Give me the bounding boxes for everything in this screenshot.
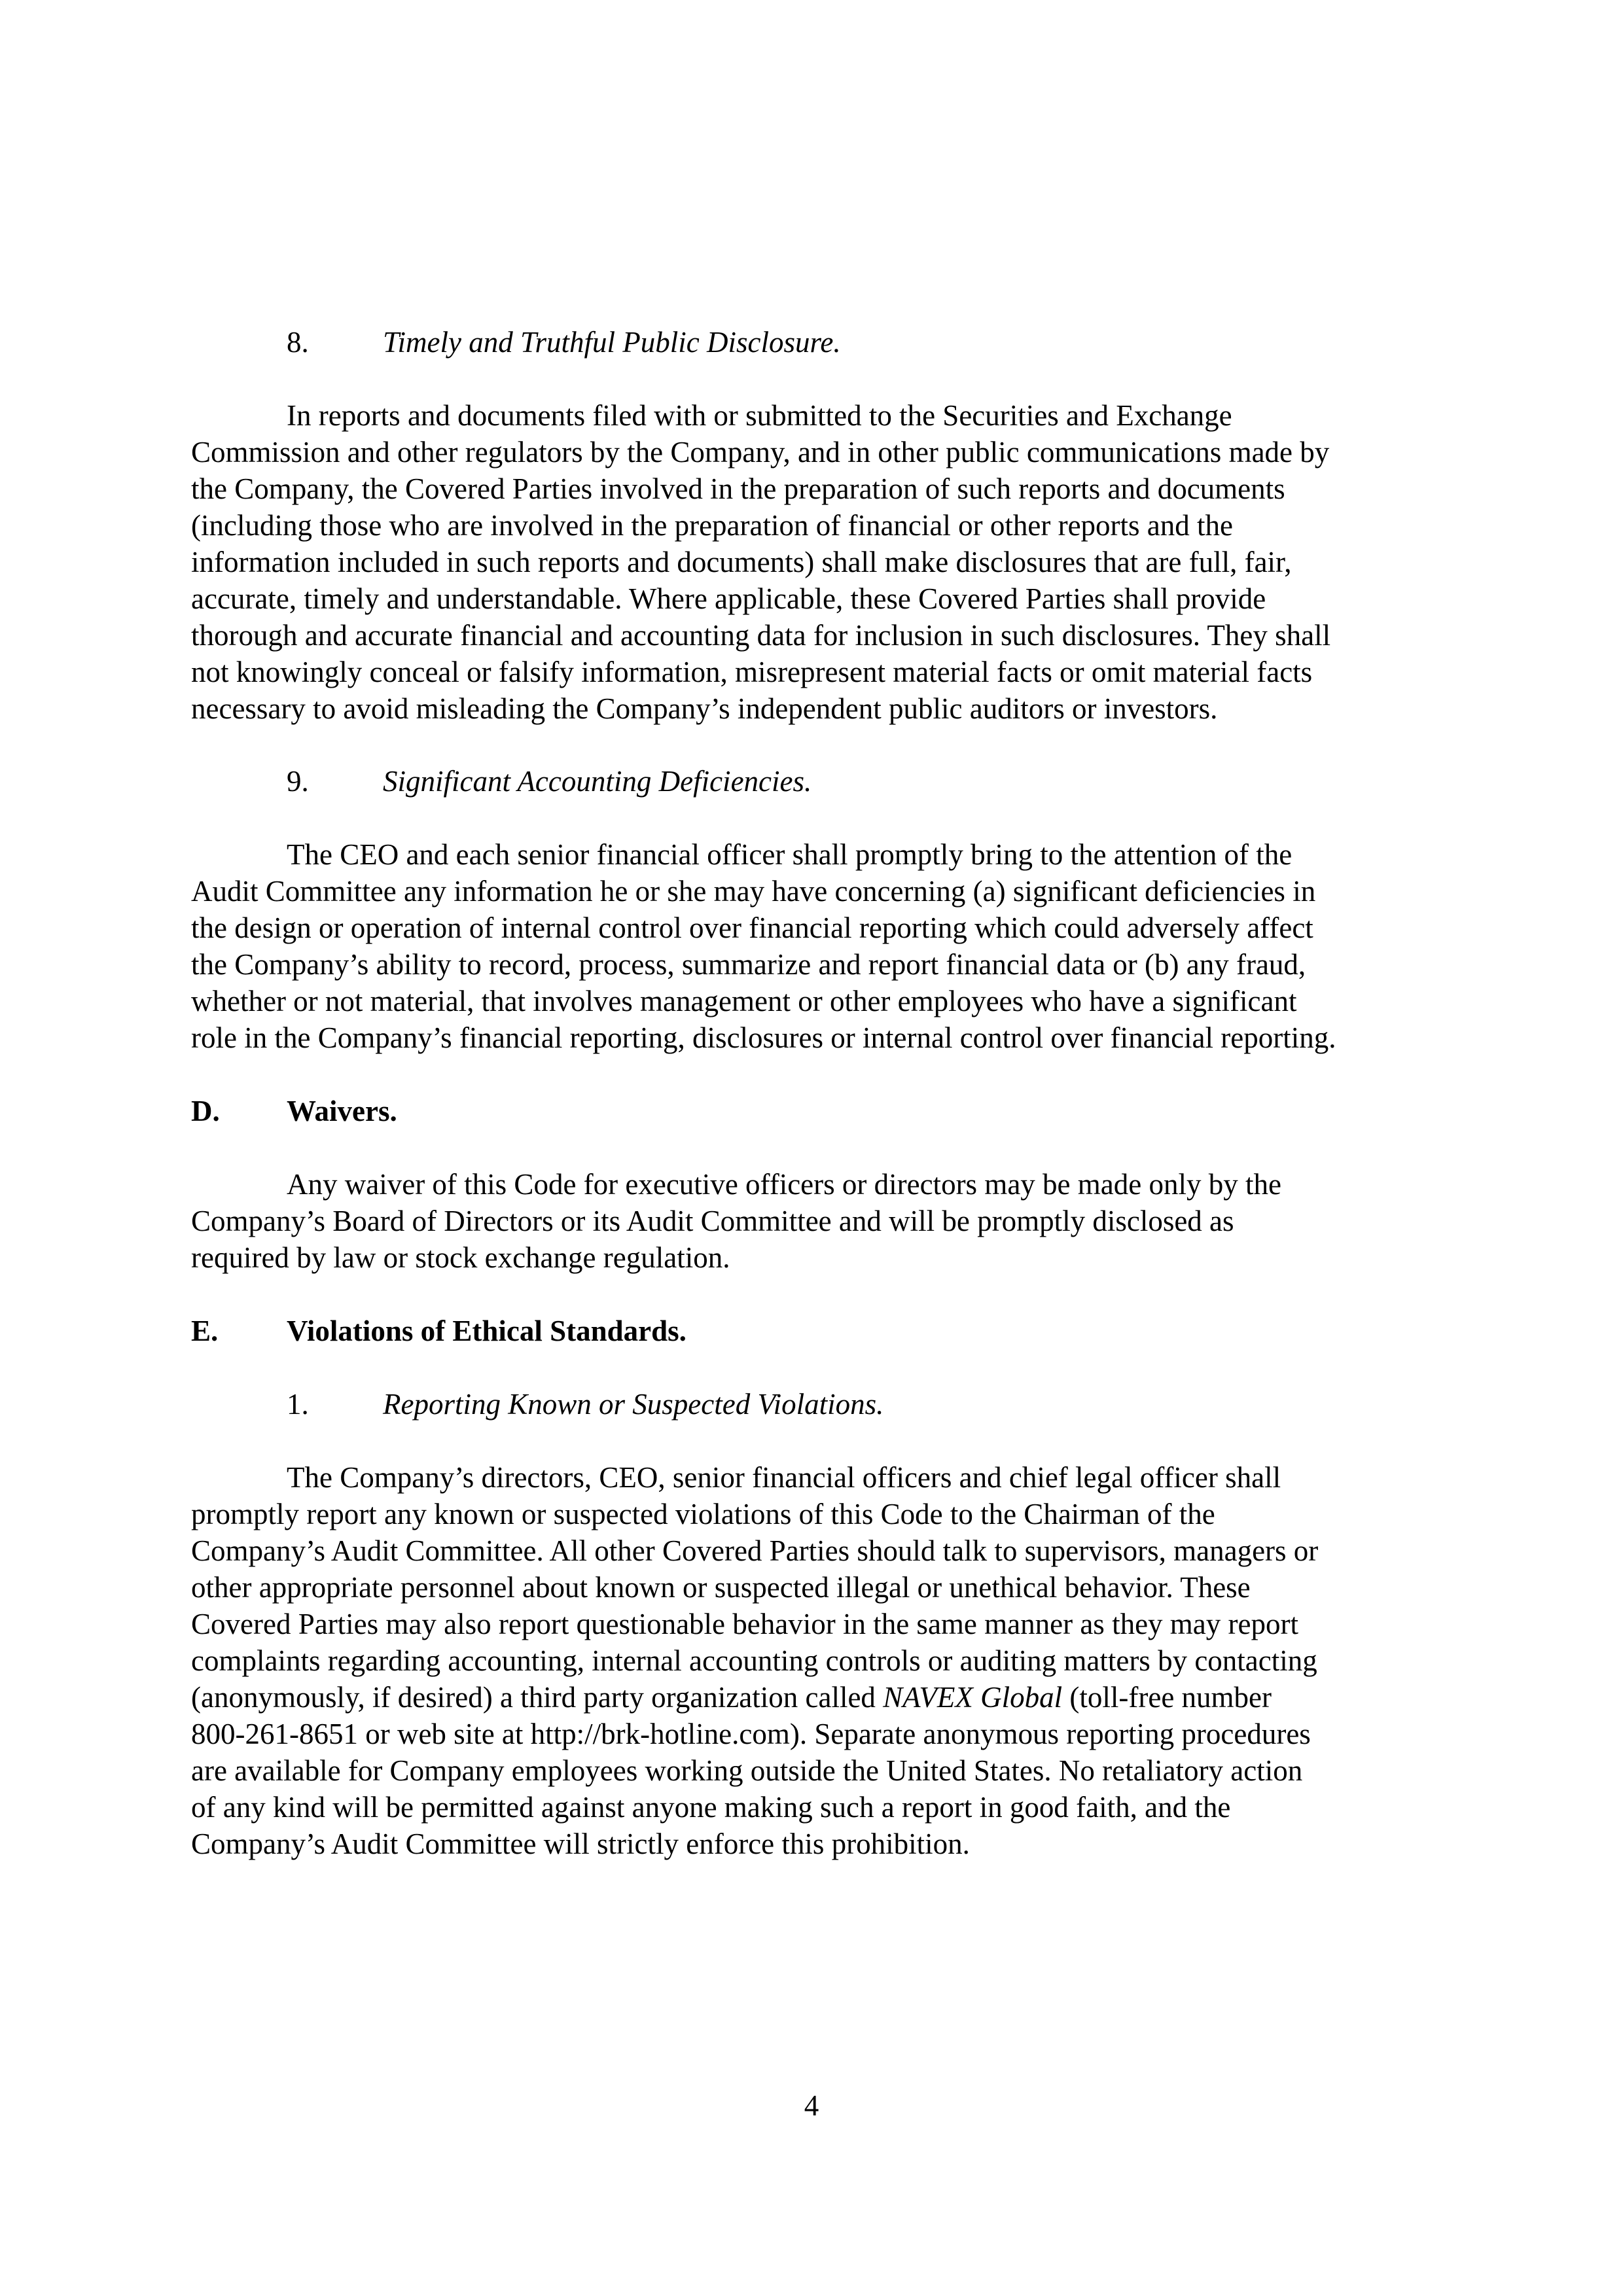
- paragraph-line: thorough and accurate financial and accounting data for inclusion in such disclosures. They shall: [191, 619, 1331, 652]
- paragraph-line: 800-261-8651 or web site at http://brk-hotline.com). Separate anonymous reporting procedures: [191, 1718, 1311, 1750]
- section-d-title: Waivers.: [287, 1095, 397, 1127]
- paragraph-line: Company’s Audit Committee. All other Covered Parties should talk to supervisors, managers or: [191, 1534, 1319, 1567]
- paragraph-line: promptly report any known or suspected violations of this Code to the Chairman of the: [191, 1498, 1215, 1530]
- paragraph-line: of any kind will be permitted against anyone making such a report in good faith, and the: [191, 1791, 1231, 1824]
- paragraph-line: accurate, timely and understandable. Where applicable, these Covered Parties shall provide: [191, 582, 1266, 615]
- paragraph-line: Company’s Audit Committee will strictly enforce this prohibition.: [191, 1828, 970, 1860]
- section-9-number: 9.: [287, 765, 309, 798]
- paragraph-line: the Company, the Covered Parties involved in the preparation of such reports and documents: [191, 472, 1285, 505]
- paragraph-line: role in the Company’s financial reporting, disclosures or internal control over financial reporting.: [191, 1021, 1336, 1054]
- section-8-number: 8.: [287, 326, 309, 359]
- page-number: 4: [804, 2089, 819, 2122]
- section-e1-number: 1.: [287, 1388, 309, 1421]
- section-8-title: Timely and Truthful Public Disclosure.: [383, 326, 841, 359]
- paragraph-line: necessary to avoid misleading the Company’s independent public auditors or investors.: [191, 692, 1218, 725]
- paragraph-line: the Company’s ability to record, process, summarize and report financial data or (b) any fraud,: [191, 948, 1306, 981]
- section-e1-title: Reporting Known or Suspected Violations.: [383, 1388, 884, 1421]
- paragraph-line: are available for Company employees working outside the United States. No retaliatory action: [191, 1754, 1303, 1787]
- paragraph-line: The CEO and each senior financial officer shall promptly bring to the attention of the: [287, 838, 1293, 871]
- paragraph-line: the design or operation of internal control over financial reporting which could adversely affect: [191, 911, 1313, 944]
- paragraph-line: other appropriate personnel about known or suspected illegal or unethical behavior. These: [191, 1571, 1251, 1604]
- paragraph-line: [191, 1679, 1272, 1716]
- paragraph-line: Company’s Board of Directors or its Audit Committee and will be promptly disclosed as: [191, 1205, 1234, 1237]
- paragraph-line: Commission and other regulators by the Company, and in other public communications made by: [191, 436, 1330, 468]
- paragraph-line: complaints regarding accounting, internal accounting controls or auditing matters by contacting: [191, 1644, 1317, 1677]
- organization-name: NAVEX Global: [883, 1681, 1063, 1714]
- paragraph-line: Audit Committee any information he or she may have concerning (a) significant deficiencies in: [191, 875, 1316, 908]
- section-9-title: Significant Accounting Deficiencies.: [383, 765, 812, 798]
- paragraph-line: Any waiver of this Code for executive officers or directors may be made only by the: [287, 1168, 1281, 1201]
- paragraph-line: information included in such reports and documents) shall make disclosures that are full, fair,: [191, 546, 1292, 578]
- paragraph-line: The Company’s directors, CEO, senior financial officers and chief legal officer shall: [287, 1461, 1281, 1494]
- section-d-letter: D.: [191, 1095, 220, 1127]
- paragraph-line: Covered Parties may also report questionable behavior in the same manner as they may report: [191, 1608, 1298, 1640]
- paragraph-line: In reports and documents filed with or submitted to the Securities and Exchange: [287, 399, 1232, 432]
- paragraph-line: whether or not material, that involves management or other employees who have a significant: [191, 985, 1297, 1017]
- text-run: (anonymously, if desired) a third party organization called: [191, 1681, 883, 1714]
- paragraph-line: (including those who are involved in the preparation of financial or other reports and the: [191, 509, 1233, 542]
- section-e-letter: E.: [191, 1315, 219, 1347]
- section-e-title: Violations of Ethical Standards.: [287, 1315, 687, 1347]
- paragraph-line: not knowingly conceal or falsify information, misrepresent material facts or omit material facts: [191, 656, 1313, 688]
- paragraph-line: required by law or stock exchange regulation.: [191, 1241, 730, 1274]
- text-run: (toll-free number: [1062, 1681, 1272, 1714]
